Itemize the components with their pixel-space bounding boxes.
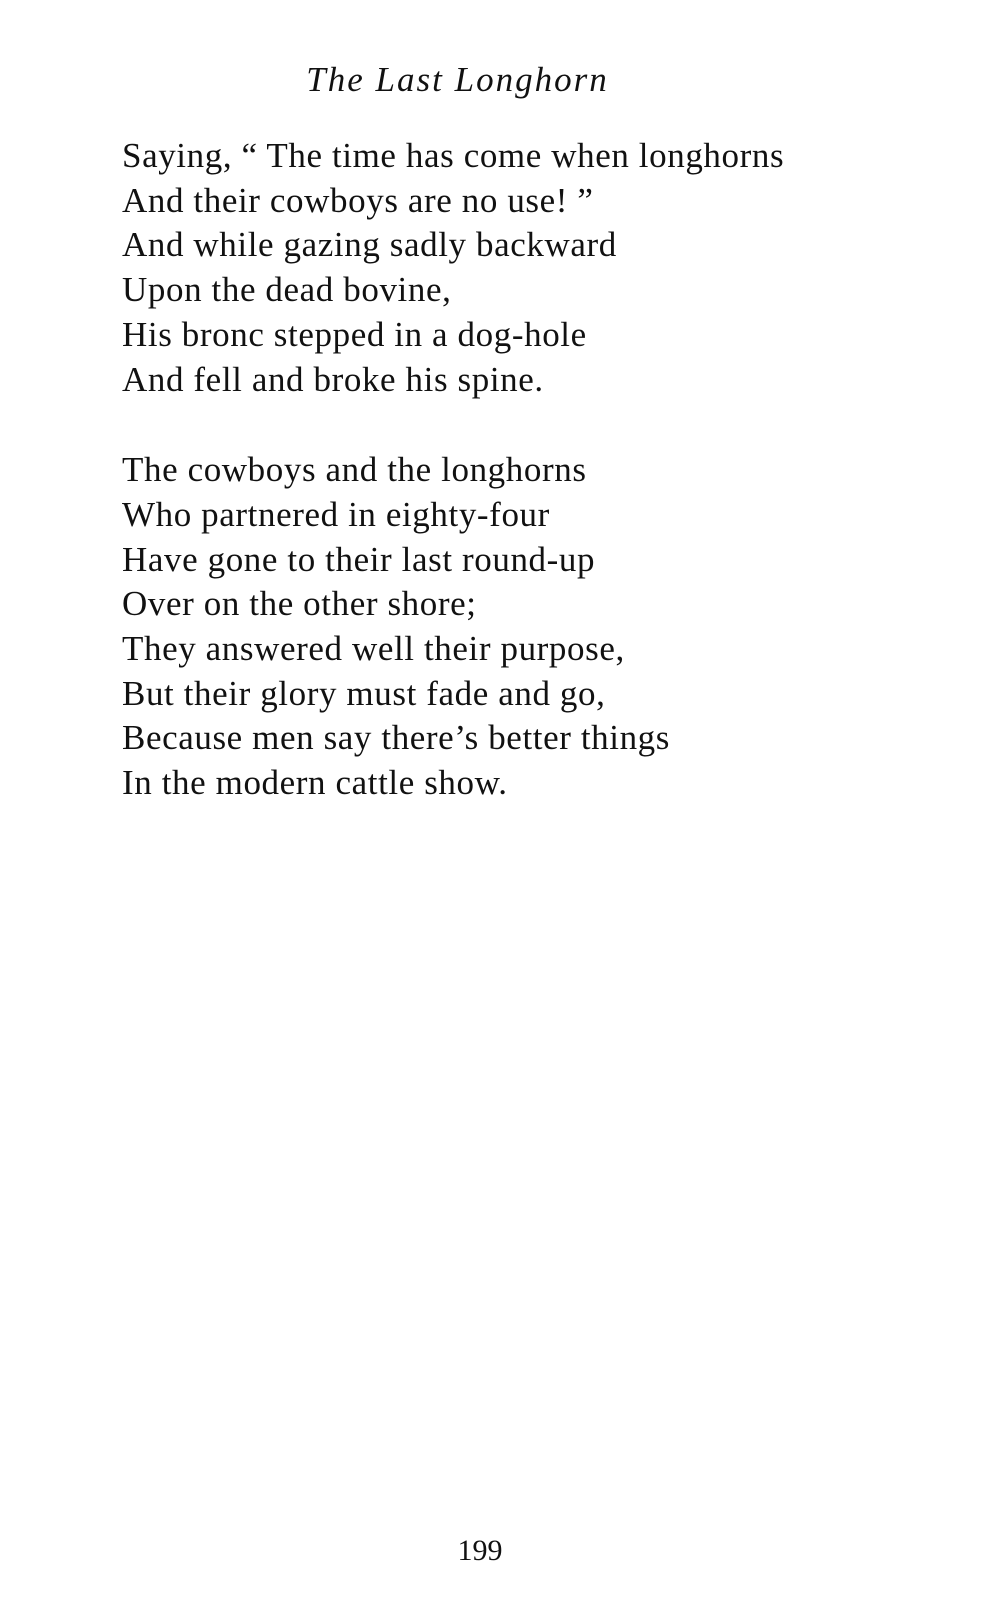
poem: [122, 134, 962, 806]
verse-line: Over on the other shore;: [122, 584, 477, 624]
running-head: The Last Longhorn: [306, 60, 609, 99]
verse-line: Have gone to their last round-up: [122, 539, 596, 579]
verse-line: Because men say there’s better things: [122, 718, 671, 758]
verse-line: Who partnered in eighty-four: [122, 494, 550, 534]
verse-line: The cowboys and the longhorns: [122, 450, 587, 490]
verse-line: In the modern cattle show.: [122, 763, 508, 803]
verse-line: Saying, “ The time has come when longhorns: [122, 136, 785, 175]
verse-line: His bronc stepped in a dog-hole: [122, 314, 587, 354]
verse-line: And fell and broke his spine.: [122, 359, 544, 399]
verse-line: And their cowboys are no use! ”: [122, 180, 594, 220]
stanza-2: [122, 448, 962, 806]
verse-line: And while gazing sadly backward: [122, 225, 617, 265]
verse-line: But their glory must fade and go,: [122, 673, 606, 713]
verse-line: They answered well their purpose,: [122, 629, 625, 669]
verse-line: Upon the dead bovine,: [122, 270, 452, 310]
stanza-1: [122, 134, 962, 402]
page-number: 199: [457, 1534, 503, 1567]
